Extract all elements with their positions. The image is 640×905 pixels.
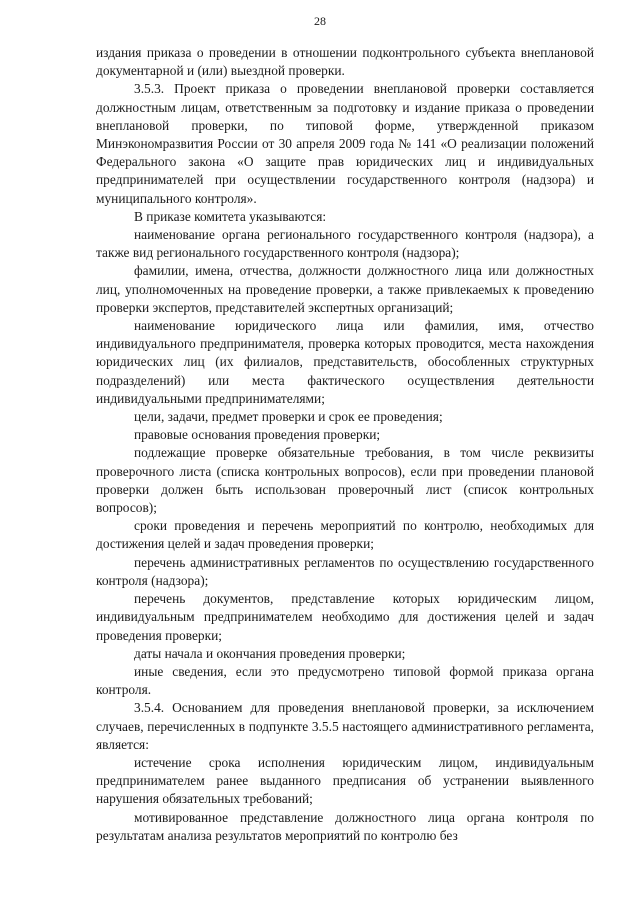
- list-item-motivated-representation: мотивированное представление должностного лица органа контроля по результатам анализа результатов мероприятий по контролю без: [96, 809, 594, 843]
- list-item-prescription-expiry: истечение срока исполнения юридическим лицом, индивидуальным предпринимателем ранее выданного предписания об устранении выявленного нарушения обязательных требований;: [96, 754, 594, 807]
- document-body: [96, 44, 594, 845]
- list-item-officials: фамилии, имена, отчества, должности должностного лица или должностных лиц, уполномоченных на проведение проверки, а также привлекаемых к проведению проверки экспертов, представителей экспертных организаций;: [96, 263, 594, 315]
- paragraph-3-5-3: 3.5.3. Проект приказа о проведении внеплановой проверки составляется должностным лицам, ответственным за подготовку и издание приказа о проведении внеплановой проверки, по типовой форме, утвержденной приказом Минэкономразвития России от 30 апреля 2009 года № 141 «О реализации положений Федерального закона «О защите прав юридических лиц и индивидуальных предпринимателей при осуществлении государственного контроля (надзора) и муниципального контроля».: [96, 81, 594, 206]
- page-number: 28: [314, 14, 326, 28]
- list-item-documents: перечень документов, представление которых юридическим лицом, индивидуальным предпринимателем необходимо для достижения целей и задач проведения проверки;: [96, 591, 594, 643]
- paragraph-order-contents-intro: В приказе комитета указываются:: [134, 208, 327, 224]
- list-item-requirements: подлежащие проверке обязательные требования, в том числе реквизиты проверочного листа (списка контрольных вопросов), если при проведении плановой проверки должен быть использован проверочный лист (список контрольных вопросов);: [96, 445, 594, 516]
- list-item-terms-and-measures: сроки проведения и перечень мероприятий по контролю, необходимых для достижения целей и задач проведения проверки;: [96, 518, 594, 552]
- list-item-regulations: перечень административных регламентов по осуществлению государственного контроля (надзора);: [96, 554, 594, 588]
- list-item-goals: цели, задачи, предмет проверки и срок ее проведения;: [134, 409, 443, 425]
- list-item-authority-name: наименование органа регионального государственного контроля (надзора), а также вид регионального государственного контроля (надзора);: [96, 227, 594, 261]
- list-item-legal-grounds: правовые основания проведения проверки;: [134, 427, 381, 443]
- list-item-dates: даты начала и окончания проведения проверки;: [134, 645, 406, 661]
- list-item-inspected-entity: наименование юридического лица или фамилия, имя, отчество индивидуального предпринимателя, проверка которых проводится, места нахождения юридических лиц (их филиалов, представительств, обособленных структурных подразделений) или места фактического осуществления деятельности индивидуальными предпринимателями;: [96, 318, 594, 406]
- paragraph-continuation: издания приказа о проведении в отношении подконтрольного субъекта внеплановой документарной и (или) выездной проверки.: [96, 45, 594, 79]
- list-item-other-info: иные сведения, если это предусмотрено типовой формой приказа органа контроля.: [96, 663, 594, 698]
- paragraph-3-5-4: 3.5.4. Основанием для проведения внеплановой проверки, за исключением случаев, перечисленных в подпункте 3.5.5 настоящего административного регламента, является:: [96, 700, 594, 752]
